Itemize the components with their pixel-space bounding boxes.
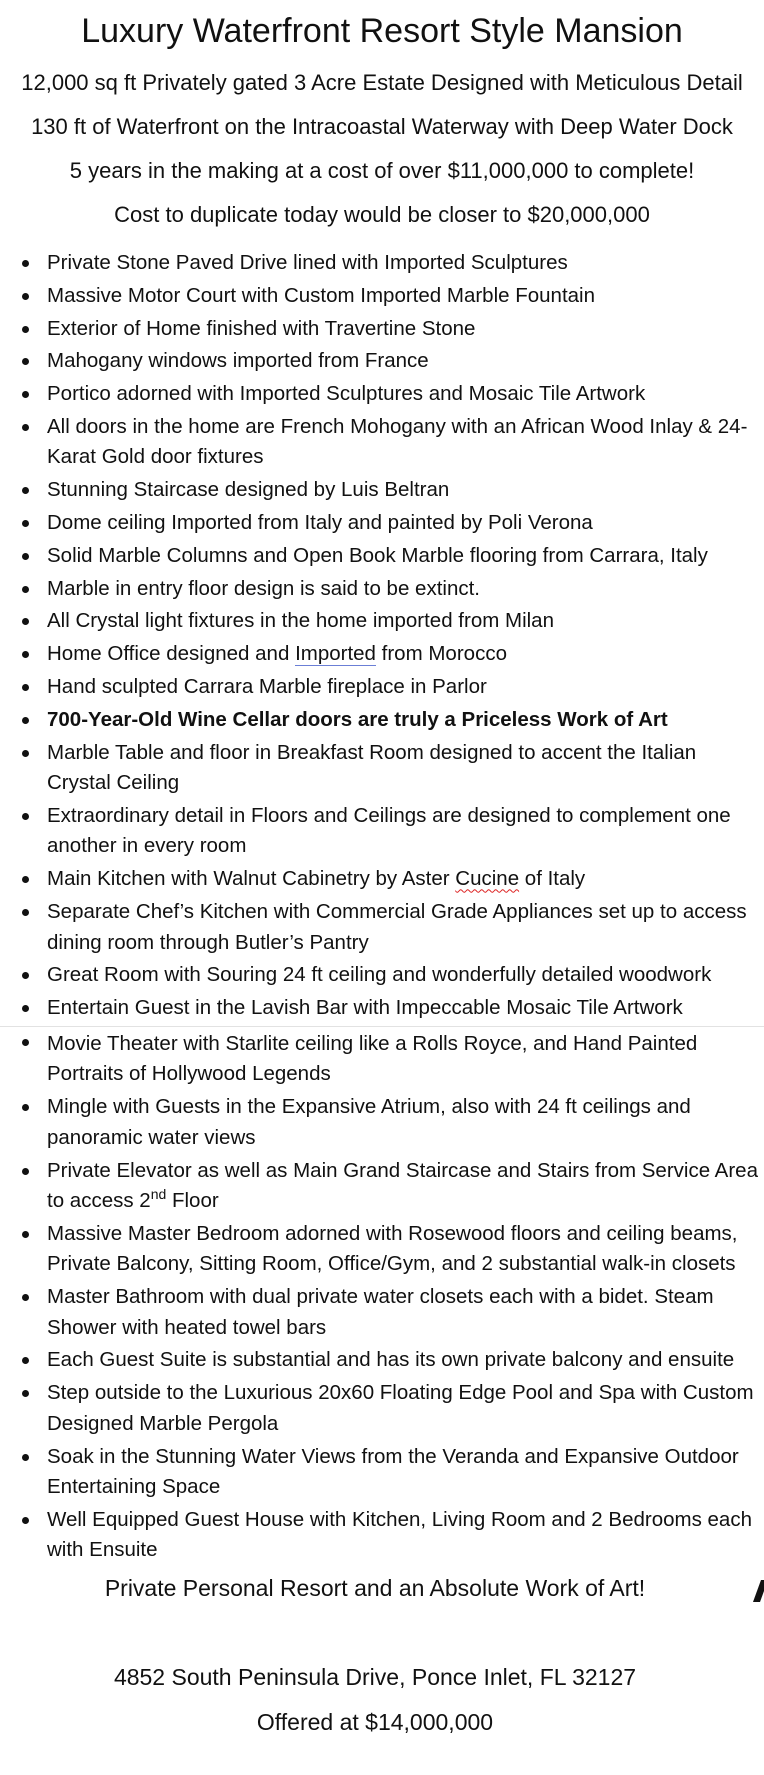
bullet-icon [22, 909, 29, 916]
tagline: Private Personal Resort and an Absolute Work of Art! [104, 1575, 646, 1601]
feature-item [0, 1219, 764, 1280]
feature-text: Master Bathroom with dual private water closets each with a bidet. Steam Shower with heated towel bars [47, 1285, 714, 1339]
feature-item [0, 801, 764, 862]
feature-text-start: Home Office designed and [47, 642, 296, 666]
bullet-icon [22, 1517, 29, 1524]
feature-text: Each Guest Suite is substantial and has its own private balcony and ensuite [47, 1348, 735, 1372]
feature-item [0, 1282, 764, 1343]
bullet-icon [22, 1390, 29, 1397]
feature-item [0, 606, 764, 637]
feature-text: Hand sculpted Carrara Marble fireplace in Parlor [47, 675, 487, 699]
feature-item [0, 1378, 764, 1439]
feature-item [0, 248, 764, 279]
feature-text: Movie Theater with Starlite ceiling like a Rolls Royce, and Hand Painted Portraits of Hollywood Legends [47, 1031, 698, 1086]
feature-text-end: of Italy [519, 867, 586, 891]
feature-text: Entertain Guest in the Lavish Bar with Impeccable Mosaic Tile Artwork [47, 996, 683, 1020]
bullet-icon [22, 972, 29, 979]
feature-text: Solid Marble Columns and Open Book Marble flooring from Carrara, Italy [47, 543, 708, 567]
feature-text: Portico adorned with Imported Sculptures and Mosaic Tile Artwork [47, 382, 646, 406]
intro-line-duplicate: Cost to duplicate today would be closer to $20,000,000 [114, 202, 650, 227]
ordinal-suffix: nd [150, 1186, 167, 1203]
bullet-icon [22, 326, 29, 333]
edge-mark [753, 1580, 764, 1602]
feature-text: Massive Motor Court with Custom Imported Marble Fountain [47, 283, 596, 307]
bullet-icon [22, 876, 29, 883]
bullet-icon [22, 553, 29, 560]
intro-line-waterfront: 130 ft of Waterfront on the Intracoastal Waterway with Deep Water Dock [31, 114, 733, 139]
bullet-icon [22, 1294, 29, 1301]
feature-item [0, 281, 764, 312]
feature-item [0, 412, 764, 473]
bullet-icon [22, 1005, 29, 1012]
bullet-icon [22, 586, 29, 593]
feature-text: Great Room with Souring 24 ft ceiling and wonderfully detailed woodwork [47, 963, 712, 987]
bullet-icon [22, 487, 29, 494]
bullet-icon [22, 391, 29, 398]
feature-text: Stunning Staircase designed by Luis Beltran [47, 478, 450, 502]
bullet-icon [22, 750, 29, 757]
feature-text: Mahogany windows imported from France [47, 349, 429, 373]
bullet-icon [22, 358, 29, 365]
feature-text: Step outside to the Luxurious 20x60 Floating Edge Pool and Spa with Custom Designed Marble Pergola [47, 1381, 754, 1435]
feature-item [0, 1345, 764, 1376]
bullet-icon [22, 1168, 29, 1175]
feature-item [0, 541, 764, 572]
feature-item [0, 1505, 764, 1566]
feature-item [0, 864, 764, 895]
spelling-flagged-word[interactable]: Cucine [455, 867, 520, 891]
feature-text: Marble Table and floor in Breakfast Room designed to accent the Italian Crystal Ceiling [47, 740, 697, 795]
bullet-icon [22, 1357, 29, 1364]
bullet-icon [22, 618, 29, 625]
feature-item [0, 1442, 764, 1503]
feature-text: Private Stone Paved Drive lined with Imported Sculptures [47, 251, 568, 274]
feature-text: 700-Year-Old Wine Cellar doors are truly a Priceless Work of Art [47, 707, 668, 731]
feature-text: All doors in the home are French Mohogany with an African Wood Inlay & 24-Karat Gold door fixtures [47, 414, 748, 469]
feature-list [0, 248, 764, 1568]
bullet-icon [22, 260, 29, 267]
feature-item [0, 1092, 764, 1153]
feature-item [0, 475, 764, 506]
feature-item [0, 993, 764, 1024]
feature-item [0, 508, 764, 539]
intro-line-cost: 5 years in the making at a cost of over $11,000,000 to complete! [69, 158, 695, 183]
feature-item [0, 314, 764, 345]
feature-item [0, 897, 764, 958]
feature-text-start: Private Elevator as well as Main Grand Staircase and Stairs from Service Area to access 2 [47, 1158, 758, 1213]
bullet-icon [22, 1104, 29, 1111]
feature-text: All Crystal light fixtures in the home imported from Milan [47, 609, 554, 633]
feature-text: Massive Master Bedroom adorned with Rosewood floors and ceiling beams, Private Balcony, Sitting Room, Office/Gym, and 2 substantial walk-in closets [47, 1221, 738, 1276]
bullet-icon [22, 520, 29, 527]
property-address: 4852 South Peninsula Drive, Ponce Inlet, FL 32127 [113, 1664, 637, 1690]
bullet-icon [22, 813, 29, 820]
feature-text: Dome ceiling Imported from Italy and painted by Poli Verona [47, 511, 593, 535]
feature-item [0, 960, 764, 991]
bullet-icon [22, 717, 29, 724]
feature-text: Mingle with Guests in the Expansive Atrium, also with 24 ft ceilings and panoramic water views [47, 1095, 691, 1149]
bullet-icon [22, 651, 29, 658]
feature-item [0, 639, 764, 670]
feature-item [0, 379, 764, 410]
bullet-icon [22, 424, 29, 431]
feature-text: Well Equipped Guest House with Kitchen, Living Room and 2 Bedrooms each with Ensuite [47, 1507, 752, 1562]
feature-text: Exterior of Home finished with Travertine Stone [47, 316, 476, 340]
intro-line-estate: 12,000 sq ft Privately gated 3 Acre Estate Designed with Meticulous Detail [21, 70, 743, 95]
feature-text: Separate Chef’s Kitchen with Commercial Grade Appliances set up to access dining room through Butler’s Pantry [47, 900, 747, 954]
feature-text: Extraordinary detail in Floors and Ceilings are designed to complement one another in every room [47, 803, 731, 858]
bullet-icon [22, 1039, 29, 1046]
feature-text-start: Main Kitchen with Walnut Cabinetry by Aster [47, 867, 456, 891]
feature-item [0, 672, 764, 703]
feature-text: Marble in entry floor design is said to be extinct. [47, 576, 480, 600]
feature-item [0, 738, 764, 799]
listing-price: Offered at $14,000,000 [256, 1709, 494, 1735]
feature-item [0, 574, 764, 605]
feature-item-highlight [0, 705, 764, 736]
feature-text-end: Floor [166, 1189, 219, 1213]
bullet-icon [22, 1231, 29, 1238]
feature-item [0, 1026, 764, 1090]
feature-item [0, 1156, 764, 1217]
bullet-icon [22, 684, 29, 691]
grammar-flagged-word[interactable]: Imported [295, 642, 376, 666]
bullet-icon [22, 293, 29, 300]
feature-item [0, 346, 764, 377]
document-title: Luxury Waterfront Resort Style Mansion [81, 12, 683, 50]
feature-text-end: from Morocco [375, 642, 507, 666]
feature-text: Soak in the Stunning Water Views from the Veranda and Expansive Outdoor Entertaining Space [47, 1444, 739, 1499]
bullet-icon [22, 1454, 29, 1461]
